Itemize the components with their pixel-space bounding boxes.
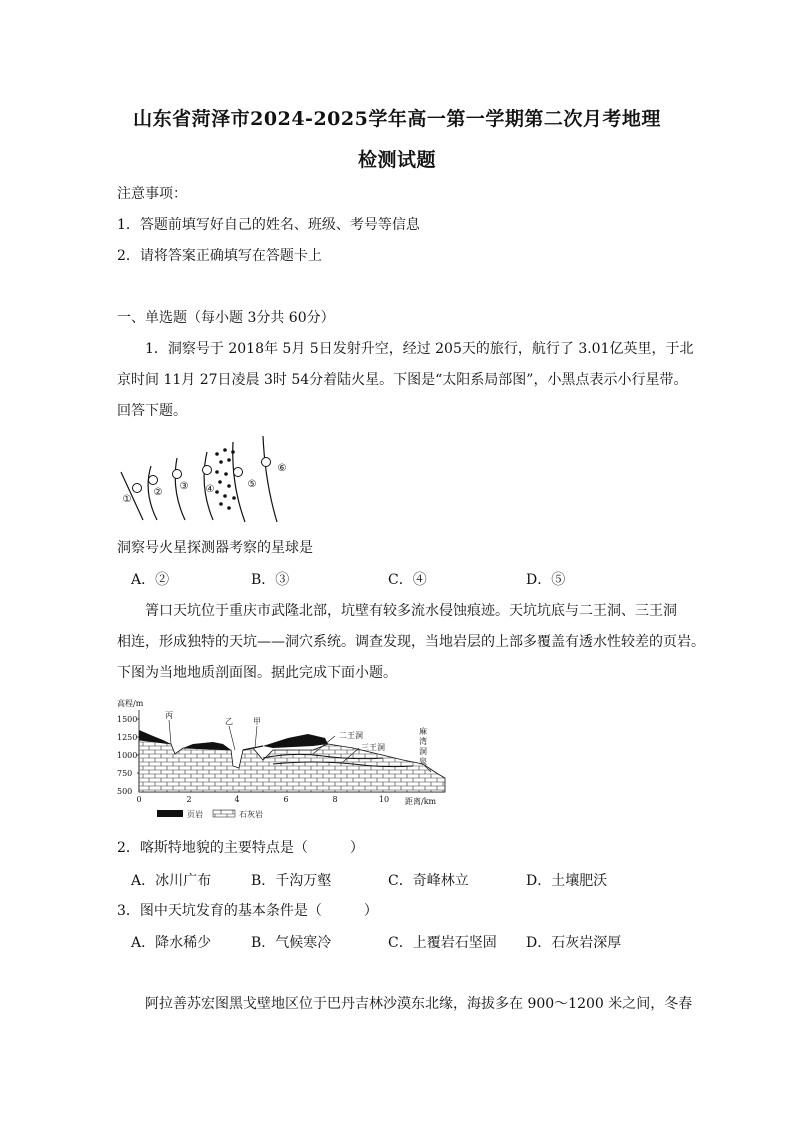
- profile-ytick: 1250: [117, 733, 138, 742]
- label-erwang: 二王洞: [339, 731, 363, 740]
- q2-stem: 2．喀斯特地貌的主要特点是（ ）: [117, 840, 364, 856]
- q2-option-c[interactable]: C．奇峰林立: [388, 873, 469, 889]
- notes-item: 2．请将答案正确填写在答题卡上: [117, 248, 322, 264]
- profile-ylabel: 高程/m: [117, 699, 144, 708]
- label-spring: 泉: [419, 757, 427, 766]
- planet-label: ⑤: [247, 479, 257, 490]
- planet-circle: [173, 470, 182, 479]
- label-sanwang: 三王洞: [361, 743, 385, 752]
- planet-circle: [203, 466, 212, 475]
- label-yi: 乙: [225, 717, 233, 726]
- profile-xtick: 10: [378, 795, 390, 804]
- orbit-5: [233, 442, 245, 522]
- legend-shale-label: 页岩: [187, 810, 203, 819]
- planet-label: ②: [153, 487, 163, 498]
- shale-layer: [263, 734, 328, 748]
- notes-heading: 注意事项：: [117, 186, 187, 202]
- profile-xtick: 2: [186, 795, 192, 804]
- profile-xlabel: 距离/km: [405, 797, 437, 806]
- planet-circle: [262, 458, 271, 467]
- notes-item: 1．答题前填写好自己的姓名、班级、考号等信息: [117, 217, 420, 233]
- q1-stem: 洞察号火星探测器考察的星球是: [117, 540, 313, 556]
- q1-text-line: 回答下题。: [117, 403, 187, 419]
- q2-option-a[interactable]: A．冰川广布: [131, 873, 212, 889]
- page-title-line1: 山东省菏泽市2024-2025学年高一第一学期第二次月考地理: [133, 108, 661, 130]
- planet-label: ⑥: [277, 463, 287, 474]
- q1-option-b[interactable]: B．③: [251, 572, 290, 588]
- orbit-6: [263, 436, 277, 522]
- profile-ytick: 500: [117, 787, 133, 796]
- geologic-profile-figure: [113, 694, 453, 824]
- label-spring: 湾: [419, 737, 427, 746]
- label-spring: 洞: [419, 747, 427, 756]
- profile-ytick: 1000: [117, 751, 138, 760]
- label-spring: 麻: [419, 727, 427, 736]
- passage3-line: 阿拉善苏宏图黑戈壁地区位于巴丹吉林沙漠东北缘，海拔多在 900～1200 米之间，冬春: [145, 996, 693, 1012]
- profile-xtick: 4: [234, 795, 240, 804]
- q2-option-b[interactable]: B．千沟万壑: [251, 873, 332, 889]
- profile-xtick: 8: [332, 795, 338, 804]
- profile-ytick: 1500: [117, 715, 138, 724]
- q1-option-d[interactable]: D．⑤: [526, 572, 566, 588]
- q3-option-a[interactable]: A．降水稀少: [131, 935, 212, 951]
- profile-ytick: 750: [117, 769, 133, 778]
- q3-option-d[interactable]: D．石灰岩深厚: [526, 935, 622, 951]
- label-bing: 丙: [165, 711, 173, 720]
- passage2-line: 相连，形成独特的天坑——洞穴系统。调查发现，当地岩层的上部多覆盖有透水性较差的页岩。: [117, 634, 705, 650]
- profile-xtick: 6: [283, 795, 289, 804]
- planet-circle: [149, 476, 158, 485]
- q3-option-c[interactable]: C．上覆岩石坚固: [388, 935, 497, 951]
- legend-limestone-label: 石灰岩: [239, 810, 263, 819]
- planet-circle: [133, 484, 142, 493]
- q1-option-a[interactable]: A．②: [131, 572, 170, 588]
- page-title-line2: 检测试题: [357, 149, 436, 171]
- section-heading: 一、单选题（每小题 3分共 60分）: [117, 310, 335, 326]
- planet-label: ④: [205, 484, 215, 495]
- legend-limestone-swatch: [213, 810, 235, 817]
- planet-circle: [234, 468, 243, 477]
- profile-xtick: 0: [136, 795, 142, 804]
- planet-label: ③: [179, 481, 189, 492]
- q1-text-line: 1．洞察号于 2018年 5月 5日发射升空，经过 205天的旅行，航行了 3.01亿英里，于北: [145, 341, 694, 357]
- q1-option-c[interactable]: C．④: [388, 572, 427, 588]
- passage2-line: 下图为当地地质剖面图。据此完成下面小题。: [117, 665, 397, 681]
- q3-option-b[interactable]: B．气候寒冷: [251, 935, 332, 951]
- planet-label: ①: [122, 494, 132, 505]
- q1-text-line: 京时间 11月 27日凌晨 3时 54分着陆火星。下图是“太阳系局部图”，小黑点表示小行星带。: [117, 372, 688, 388]
- q3-stem: 3．图中天坑发育的基本条件是（ ）: [117, 903, 378, 919]
- label-jia: 甲: [253, 717, 261, 726]
- legend-shale-swatch: [157, 810, 183, 817]
- solar-system-figure: [113, 432, 303, 524]
- q2-option-d[interactable]: D．土壤肥沃: [526, 873, 608, 889]
- passage2-line: 箐口天坑位于重庆市武隆北部，坑壁有较多流水侵蚀痕迹。天坑坑底与二王洞、三王洞: [145, 603, 677, 619]
